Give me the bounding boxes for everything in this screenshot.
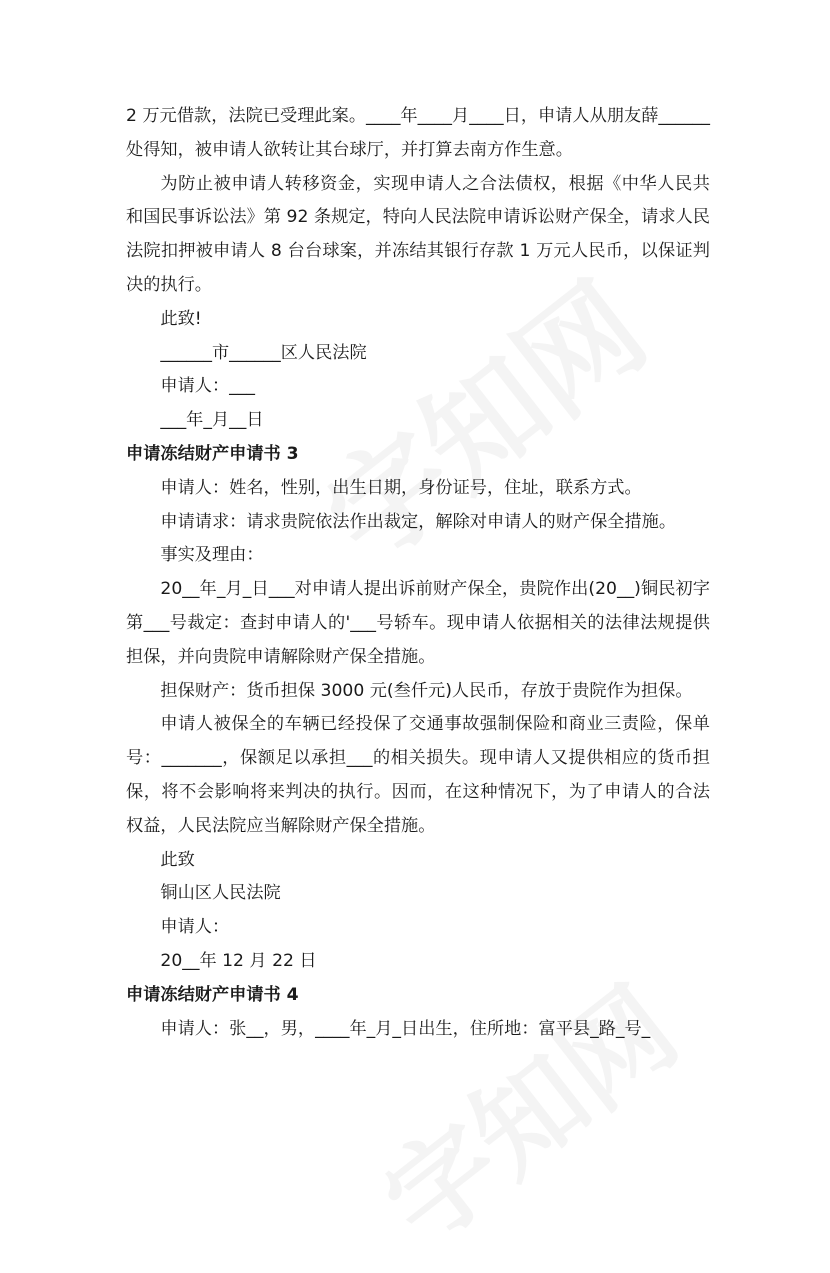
paragraph: 为防止被申请人转移资金，实现申请人之合法债权，根据《中华人民共和国民事诉讼法》第 92 条规定，特向人民法院申请诉讼财产保全，请求人民法院扣押被申请人 8 台台球案，并冻结其银行存款 1 万元人民币，以保证判决的执行。: [126, 173, 710, 295]
section-heading: 申请冻结财产申请书 4: [126, 984, 299, 1005]
document-body: [126, 100, 710, 1046]
paragraph: 申请人：姓名，性别，出生日期，身份证号，住址，联系方式。: [160, 477, 642, 498]
date-line: ___年_月__日: [160, 410, 264, 431]
paragraph: 申请请求：请求贵院依法作出裁定，解除对申请人的财产保全措施。: [160, 511, 677, 532]
applicant-line: 申请人：___: [160, 376, 255, 397]
paragraph: 事实及理由：: [160, 545, 264, 566]
date-line: 20__年 12 月 22 日: [160, 950, 317, 971]
salutation: 此致: [160, 849, 195, 870]
applicant-line: 申请人：: [160, 917, 230, 938]
paragraph: 2 万元借款，法院已受理此案。____年____月____日，申请人从朋友薛______处得知，被申请人欲转让其台球厅，并打算去南方作生意。: [126, 106, 710, 160]
addressee: ______市______区人民法院: [160, 342, 367, 363]
section-heading: 申请冻结财产申请书 3: [126, 443, 299, 464]
paragraph: 申请人：张__，男，____年_月_日出生，住所地：富平县_路_号_: [160, 1018, 651, 1039]
paragraph: 20__年_月_日___对申请人提出诉前财产保全，贵院作出(20__)铜民初字第___号裁定：查封申请人的'___号轿车。现申请人依据相关的法律法规提供担保，并向贵院申请解除财产保全措施。: [126, 579, 710, 667]
addressee: 铜山区人民法院: [160, 883, 281, 904]
paragraph: 申请人被保全的车辆已经投保了交通事故强制保险和商业三责险，保单号：_______，保额足以承担___的相关损失。现申请人又提供相应的货币担保，将不会影响将来判决的执行。因而，在这种情况下，为了申请人的合法权益，人民法院应当解除财产保全措施。: [126, 714, 710, 836]
paragraph: 担保财产：货币担保 3000 元(叁仟元)人民币，存放于贵院作为担保。: [160, 680, 693, 701]
salutation: 此致!: [160, 308, 202, 329]
